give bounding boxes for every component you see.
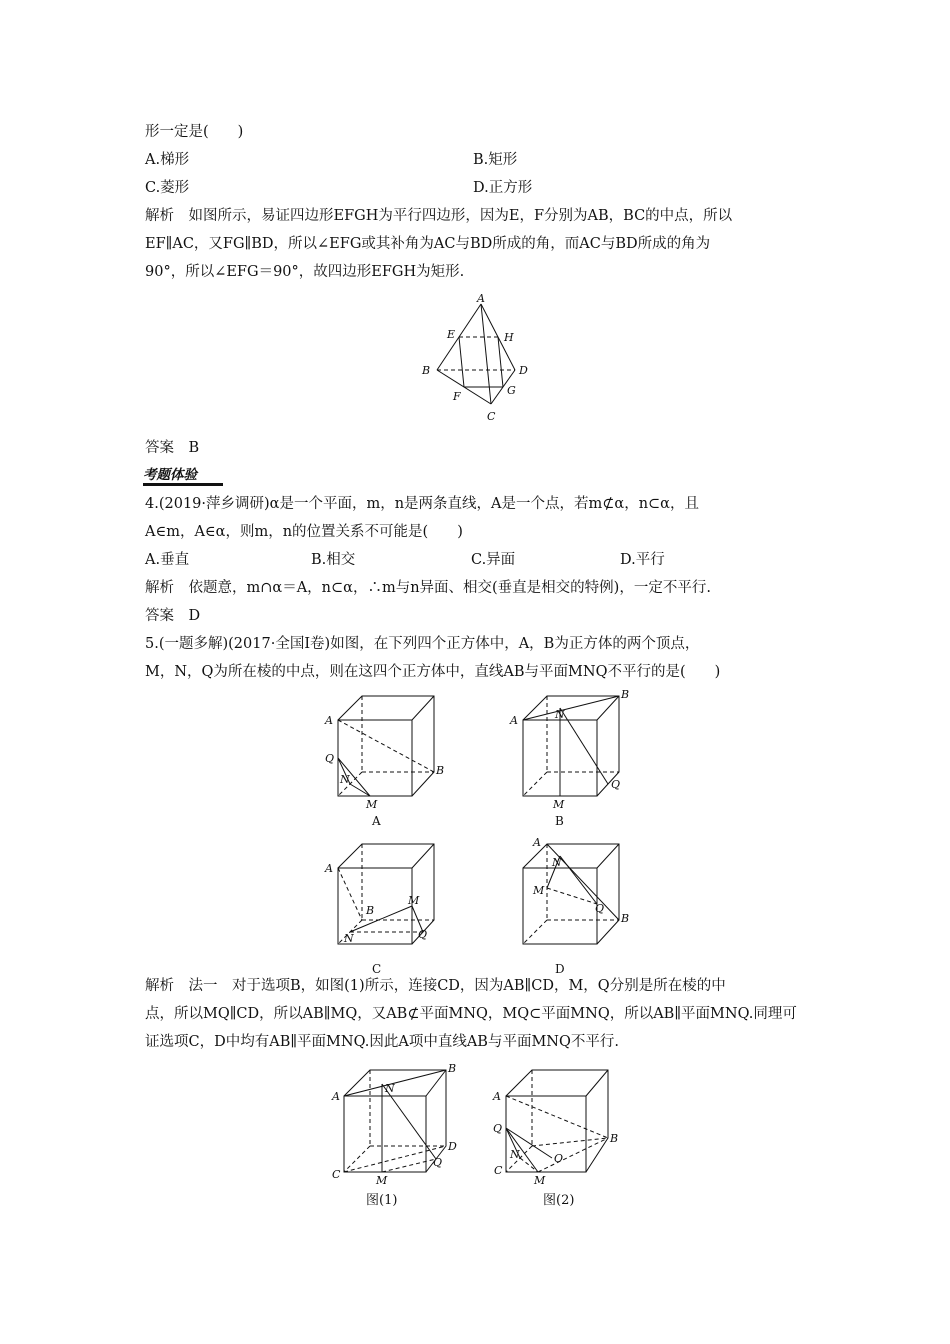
tetra-label-d: D xyxy=(519,364,528,377)
tetra-label-h: H xyxy=(504,331,514,344)
cube-caption-a: A xyxy=(372,814,381,828)
q3-analysis-line-2: EF∥AC，又FG∥BD，所以∠EFG或其补角为AC与BD所成的角，而AC与BD所成的角为 xyxy=(145,236,711,252)
tetrahedron-figure xyxy=(415,292,545,427)
q3-option-d: D.正方形 xyxy=(473,180,533,196)
cube-figure-c xyxy=(320,836,440,956)
cube-d-label-m: M xyxy=(533,884,545,897)
cube-c-label-a: A xyxy=(325,862,333,875)
cube-b-label-b: B xyxy=(621,688,630,701)
cube-c-label-b: B xyxy=(366,904,375,917)
section-underline xyxy=(143,483,223,486)
cube-d-label-a: A xyxy=(533,836,541,849)
cube-d-label-q: Q xyxy=(595,902,605,915)
figure-1 xyxy=(330,1062,460,1187)
cube-a-label-b: B xyxy=(436,764,445,777)
cube-b-label-m: M xyxy=(553,798,565,811)
q4-option-d: D.平行 xyxy=(620,552,665,568)
tetra-label-e: E xyxy=(447,328,456,341)
q5-stem-line-1: 5.(一题多解)(2017·全国Ⅰ卷)如图，在下列四个正方体中，A，B为正方体的两个顶点， xyxy=(145,636,700,652)
q5-analysis-line-1: 解析 法一 对于选项B，如图(1)所示，连接CD，因为AB∥CD，M，Q分别是所在棱的中 xyxy=(145,978,726,994)
tetra-label-g: G xyxy=(507,384,516,397)
q3-option-a: A.梯形 xyxy=(145,152,190,168)
section-title-text: 考题体验 xyxy=(143,467,197,483)
fig1-label-m: M xyxy=(376,1174,388,1187)
q4-stem-line-1: 4.(2019·萍乡调研)α是一个平面，m，n是两条直线，A是一个点，若m⊄α，n⊂α，且 xyxy=(145,496,699,512)
tetra-label-b: B xyxy=(422,364,431,377)
fig2-label-b: B xyxy=(610,1132,619,1145)
q4-option-b: B.相交 xyxy=(311,552,356,568)
q3-option-b: B.矩形 xyxy=(473,152,518,168)
fig2-label-a: A xyxy=(493,1090,501,1103)
q3-option-c: C.菱形 xyxy=(145,180,190,196)
q4-analysis: 解析 依题意，m∩α＝A，n⊂α，∴m与n异面、相交(垂直是相交的特例)，一定不平行. xyxy=(145,580,711,596)
q5-analysis-line-3: 证选项C，D中均有AB∥平面MNQ.因此A项中直线AB与平面MNQ不平行. xyxy=(145,1034,619,1050)
q3-analysis-line-1: 解析 如图所示，易证四边形EFGH为平行四边形，因为E，F分别为AB，BC的中点，所以 xyxy=(145,208,733,224)
figure-1-caption: 图(1) xyxy=(366,1193,398,1208)
cube-d-label-b: B xyxy=(621,912,630,925)
q4-answer: 答案 D xyxy=(145,608,201,624)
fig2-label-q: Q xyxy=(493,1122,503,1135)
q4-option-c: C.异面 xyxy=(471,552,516,568)
cube-caption-d: D xyxy=(555,962,565,976)
q3-stem-tail: 形一定是( ) xyxy=(145,124,244,140)
tetra-label-f: F xyxy=(453,390,461,403)
fig1-label-d: D xyxy=(448,1140,457,1153)
fig1-label-n: N xyxy=(385,1082,395,1095)
q4-stem-line-2: A∈m，A∈α，则m，n的位置关系不可能是( ) xyxy=(145,524,463,540)
cube-a-label-n: N xyxy=(340,773,350,786)
cube-d-label-n: N xyxy=(552,856,562,869)
fig2-label-m: M xyxy=(534,1174,546,1187)
tetra-label-c: C xyxy=(487,410,496,423)
section-title xyxy=(143,464,197,486)
q3-analysis-line-3: 90°，所以∠EFG＝90°，故四边形EFGH为矩形. xyxy=(145,264,465,280)
q4-option-a: A.垂直 xyxy=(145,552,190,568)
q5-stem-line-2: M，N，Q为所在棱的中点，则在这四个正方体中，直线AB与平面MNQ不平行的是( ) xyxy=(145,664,721,680)
q3-answer: 答案 B xyxy=(145,440,200,456)
cube-caption-b: B xyxy=(555,814,564,828)
cube-a-label-q: Q xyxy=(325,752,335,765)
fig1-label-a: A xyxy=(332,1090,340,1103)
cube-c-label-q: Q xyxy=(418,928,428,941)
fig2-label-n: N xyxy=(510,1148,520,1161)
fig1-label-q: Q xyxy=(433,1156,443,1169)
figure-2 xyxy=(490,1062,620,1187)
cube-b-label-n: N xyxy=(555,708,565,721)
fig1-label-c: C xyxy=(332,1168,341,1181)
cube-a-label-m: M xyxy=(366,798,378,811)
q5-analysis-line-2: 点，所以MQ∥CD，所以AB∥MQ，又AB⊄平面MNQ，MQ⊂平面MNQ，所以AB∥平面MNQ.同理可 xyxy=(145,1006,797,1022)
cube-b-label-q: Q xyxy=(611,778,621,791)
cube-b-label-a: A xyxy=(510,714,518,727)
cube-a-label-a: A xyxy=(325,714,333,727)
cube-c-label-m: M xyxy=(408,894,420,907)
fig1-label-b: B xyxy=(448,1062,457,1075)
tetra-label-a: A xyxy=(477,292,485,305)
cube-figure-b xyxy=(505,688,630,811)
cube-figure-a xyxy=(320,688,445,811)
cube-figure-d xyxy=(505,836,630,956)
cube-c-label-n: N xyxy=(344,932,354,945)
figure-2-caption: 图(2) xyxy=(543,1193,575,1208)
cube-caption-c: C xyxy=(372,962,382,976)
fig2-label-o: O xyxy=(554,1152,564,1165)
fig2-label-c: C xyxy=(494,1164,503,1177)
